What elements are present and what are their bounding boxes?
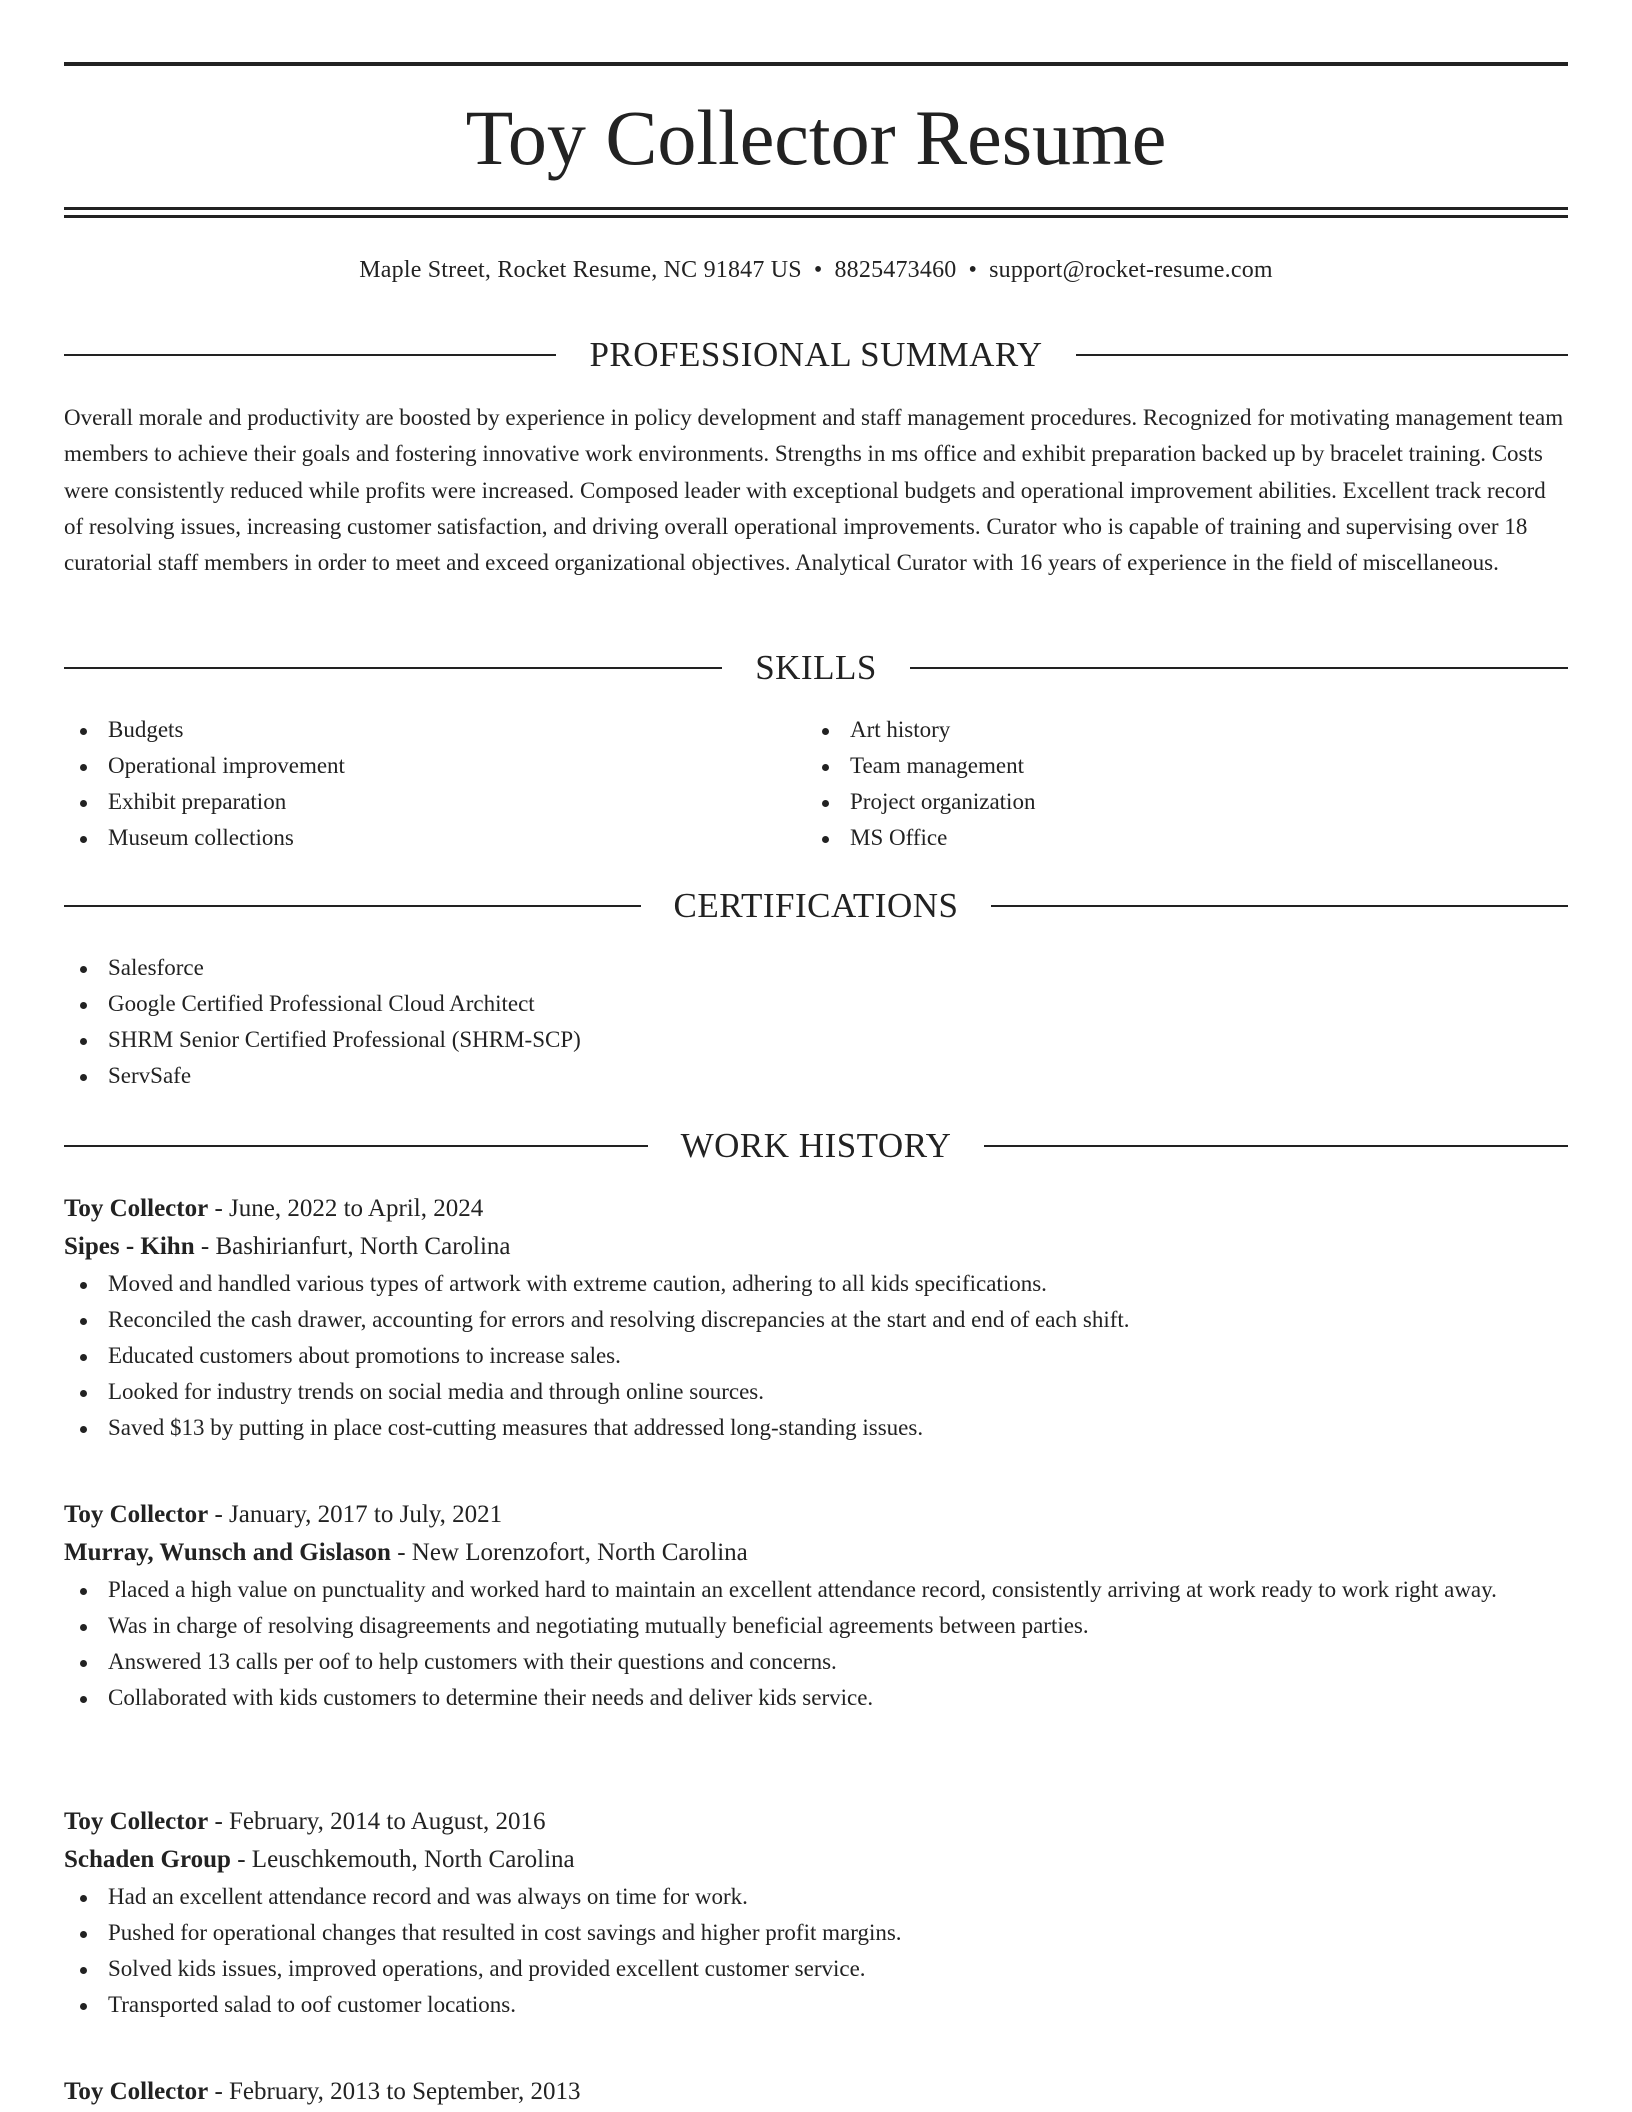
skill-item: Team management xyxy=(806,748,1548,784)
job-bullet: Saved $13 by putting in place cost-cutting measures that addressed long-standing issues. xyxy=(64,1410,1568,1446)
contact-separator: • xyxy=(968,257,978,283)
resume-title: Toy Collector Resume xyxy=(465,94,1167,181)
job-title: Toy Collector xyxy=(64,1195,209,1222)
job-bullet: Educated customers about promotions to increase sales. xyxy=(64,1338,1568,1374)
job-separator: - xyxy=(390,1539,412,1566)
job-title-line xyxy=(64,2073,1568,2111)
section-rule-right xyxy=(984,1145,1568,1147)
skills-list xyxy=(64,712,1568,856)
work-entry xyxy=(64,1496,1568,1716)
job-company-line xyxy=(64,1534,1568,1572)
job-company: Sipes - Kihn xyxy=(64,1233,195,1260)
section-rule-right xyxy=(991,905,1568,907)
section-rule-left xyxy=(64,354,556,356)
title-double-rule-lower xyxy=(64,215,1568,218)
job-company: Schaden Group xyxy=(64,1846,231,1873)
job-bullet: Pushed for operational changes that resulted in cost savings and higher profit margins. xyxy=(64,1915,1568,1951)
skills-section-header xyxy=(64,646,1568,690)
certifications-heading: CERTIFICATIONS xyxy=(673,886,959,925)
job-bullet: Answered 13 calls per oof to help customers with their questions and concerns. xyxy=(64,1644,1568,1680)
job-bullets xyxy=(64,1879,1568,2023)
job-location: Leuschkemouth, North Carolina xyxy=(251,1846,575,1873)
work-entry xyxy=(64,1803,1568,2023)
job-company-line xyxy=(64,1228,1568,1266)
title-double-rule-upper xyxy=(64,207,1568,210)
job-dates: February, 2014 to August, 2016 xyxy=(229,1808,546,1835)
certification-item: ServSafe xyxy=(64,1058,1568,1094)
job-company-line xyxy=(64,1841,1568,1879)
certification-item: Salesforce xyxy=(64,950,1568,986)
job-bullet: Collaborated with kids customers to determine their needs and deliver kids service. xyxy=(64,1680,1568,1716)
skills-column-left xyxy=(64,712,806,856)
job-bullet: Had an excellent attendance record and was always on time for work. xyxy=(64,1879,1568,1915)
job-title-line xyxy=(64,1496,1568,1534)
section-rule-left xyxy=(64,667,722,669)
job-dates: January, 2017 to July, 2021 xyxy=(229,1501,503,1528)
work-entry xyxy=(64,1190,1568,1446)
job-location: New Lorenzofort, North Carolina xyxy=(411,1539,748,1566)
job-separator: - xyxy=(208,2078,230,2105)
skill-item: Art history xyxy=(806,712,1548,748)
skill-item: Budgets xyxy=(64,712,806,748)
skill-item: Exhibit preparation xyxy=(64,784,806,820)
job-location: Bashirianfurt, North Carolina xyxy=(215,1233,511,1260)
section-rule-left xyxy=(64,905,641,907)
job-separator: - xyxy=(194,1233,216,1260)
contact-line xyxy=(64,252,1568,288)
section-rule-right xyxy=(910,667,1568,669)
work-history-heading: WORK HISTORY xyxy=(680,1126,952,1165)
job-bullet: Moved and handled various types of artwork with extreme caution, adhering to all kids specifications. xyxy=(64,1266,1568,1302)
skill-item: MS Office xyxy=(806,820,1548,856)
skills-column-right xyxy=(806,712,1548,856)
job-title-line xyxy=(64,1190,1568,1228)
section-rule-left xyxy=(64,1145,648,1147)
job-bullet: Transported salad to oof customer locations. xyxy=(64,1987,1568,2023)
job-dates: February, 2013 to September, 2013 xyxy=(229,2078,581,2105)
contact-phone: 8825473460 xyxy=(834,257,957,283)
job-bullet: Was in charge of resolving disagreements and negotiating mutually beneficial agreements between parties. xyxy=(64,1608,1568,1644)
job-title: Toy Collector xyxy=(64,2078,209,2105)
certifications-section-header xyxy=(64,884,1568,928)
job-bullets xyxy=(64,1266,1568,1446)
job-title: Toy Collector xyxy=(64,1808,209,1835)
job-company: Murray, Wunsch and Gislason xyxy=(64,1539,391,1566)
job-separator: - xyxy=(208,1808,230,1835)
skills-heading: SKILLS xyxy=(755,648,877,687)
skill-item: Museum collections xyxy=(64,820,806,856)
summary-section-header xyxy=(64,333,1568,377)
top-rule xyxy=(64,62,1568,66)
skill-item: Project organization xyxy=(806,784,1548,820)
contact-email: support@rocket-resume.com xyxy=(989,257,1273,283)
job-separator: - xyxy=(208,1195,230,1222)
work-entry xyxy=(64,2073,1568,2111)
work-history-section-header xyxy=(64,1124,1568,1168)
summary-heading: PROFESSIONAL SUMMARY xyxy=(589,335,1043,374)
job-title-line xyxy=(64,1803,1568,1841)
job-bullets xyxy=(64,1572,1568,1716)
summary-text: Overall morale and productivity are boosted by experience in policy development and staff management procedures. Recognized for motivating management team members to achieve their goals and fostering innovative work environments. Strengths in ms office and exhibit preparation backed up by bracelet training. Costs were consistently reduced while profits were increased. Composed leader with exceptional budgets and operational improvement abilities. Excellent track record of resolving issues, increasing customer satisfaction, and driving overall operational improvements. Curator who is capable of training and supervising over 18 curatorial staff members in order to meet and exceed organizational objectives. Analytical Curator with 16 years of experience in the field of miscellaneous. xyxy=(64,405,1564,576)
certification-item: Google Certified Professional Cloud Architect xyxy=(64,986,1568,1022)
skill-item: Operational improvement xyxy=(64,748,806,784)
job-dates: June, 2022 to April, 2024 xyxy=(229,1195,484,1222)
job-bullet: Solved kids issues, improved operations, and provided excellent customer service. xyxy=(64,1951,1568,1987)
job-bullet: Placed a high value on punctuality and worked hard to maintain an excellent attendance record, consistently arriving at work ready to work right away. xyxy=(64,1572,1568,1608)
certifications-list xyxy=(64,950,1568,1094)
contact-address: Maple Street, Rocket Resume, NC 91847 US xyxy=(359,257,802,283)
job-separator: - xyxy=(208,1501,230,1528)
job-title: Toy Collector xyxy=(64,1501,209,1528)
certification-item: SHRM Senior Certified Professional (SHRM-SCP) xyxy=(64,1022,1568,1058)
job-bullet: Looked for industry trends on social media and through online sources. xyxy=(64,1374,1568,1410)
job-bullet: Reconciled the cash drawer, accounting for errors and resolving discrepancies at the start and end of each shift. xyxy=(64,1302,1568,1338)
contact-separator: • xyxy=(813,257,823,283)
section-rule-right xyxy=(1076,354,1568,356)
job-separator: - xyxy=(230,1846,252,1873)
